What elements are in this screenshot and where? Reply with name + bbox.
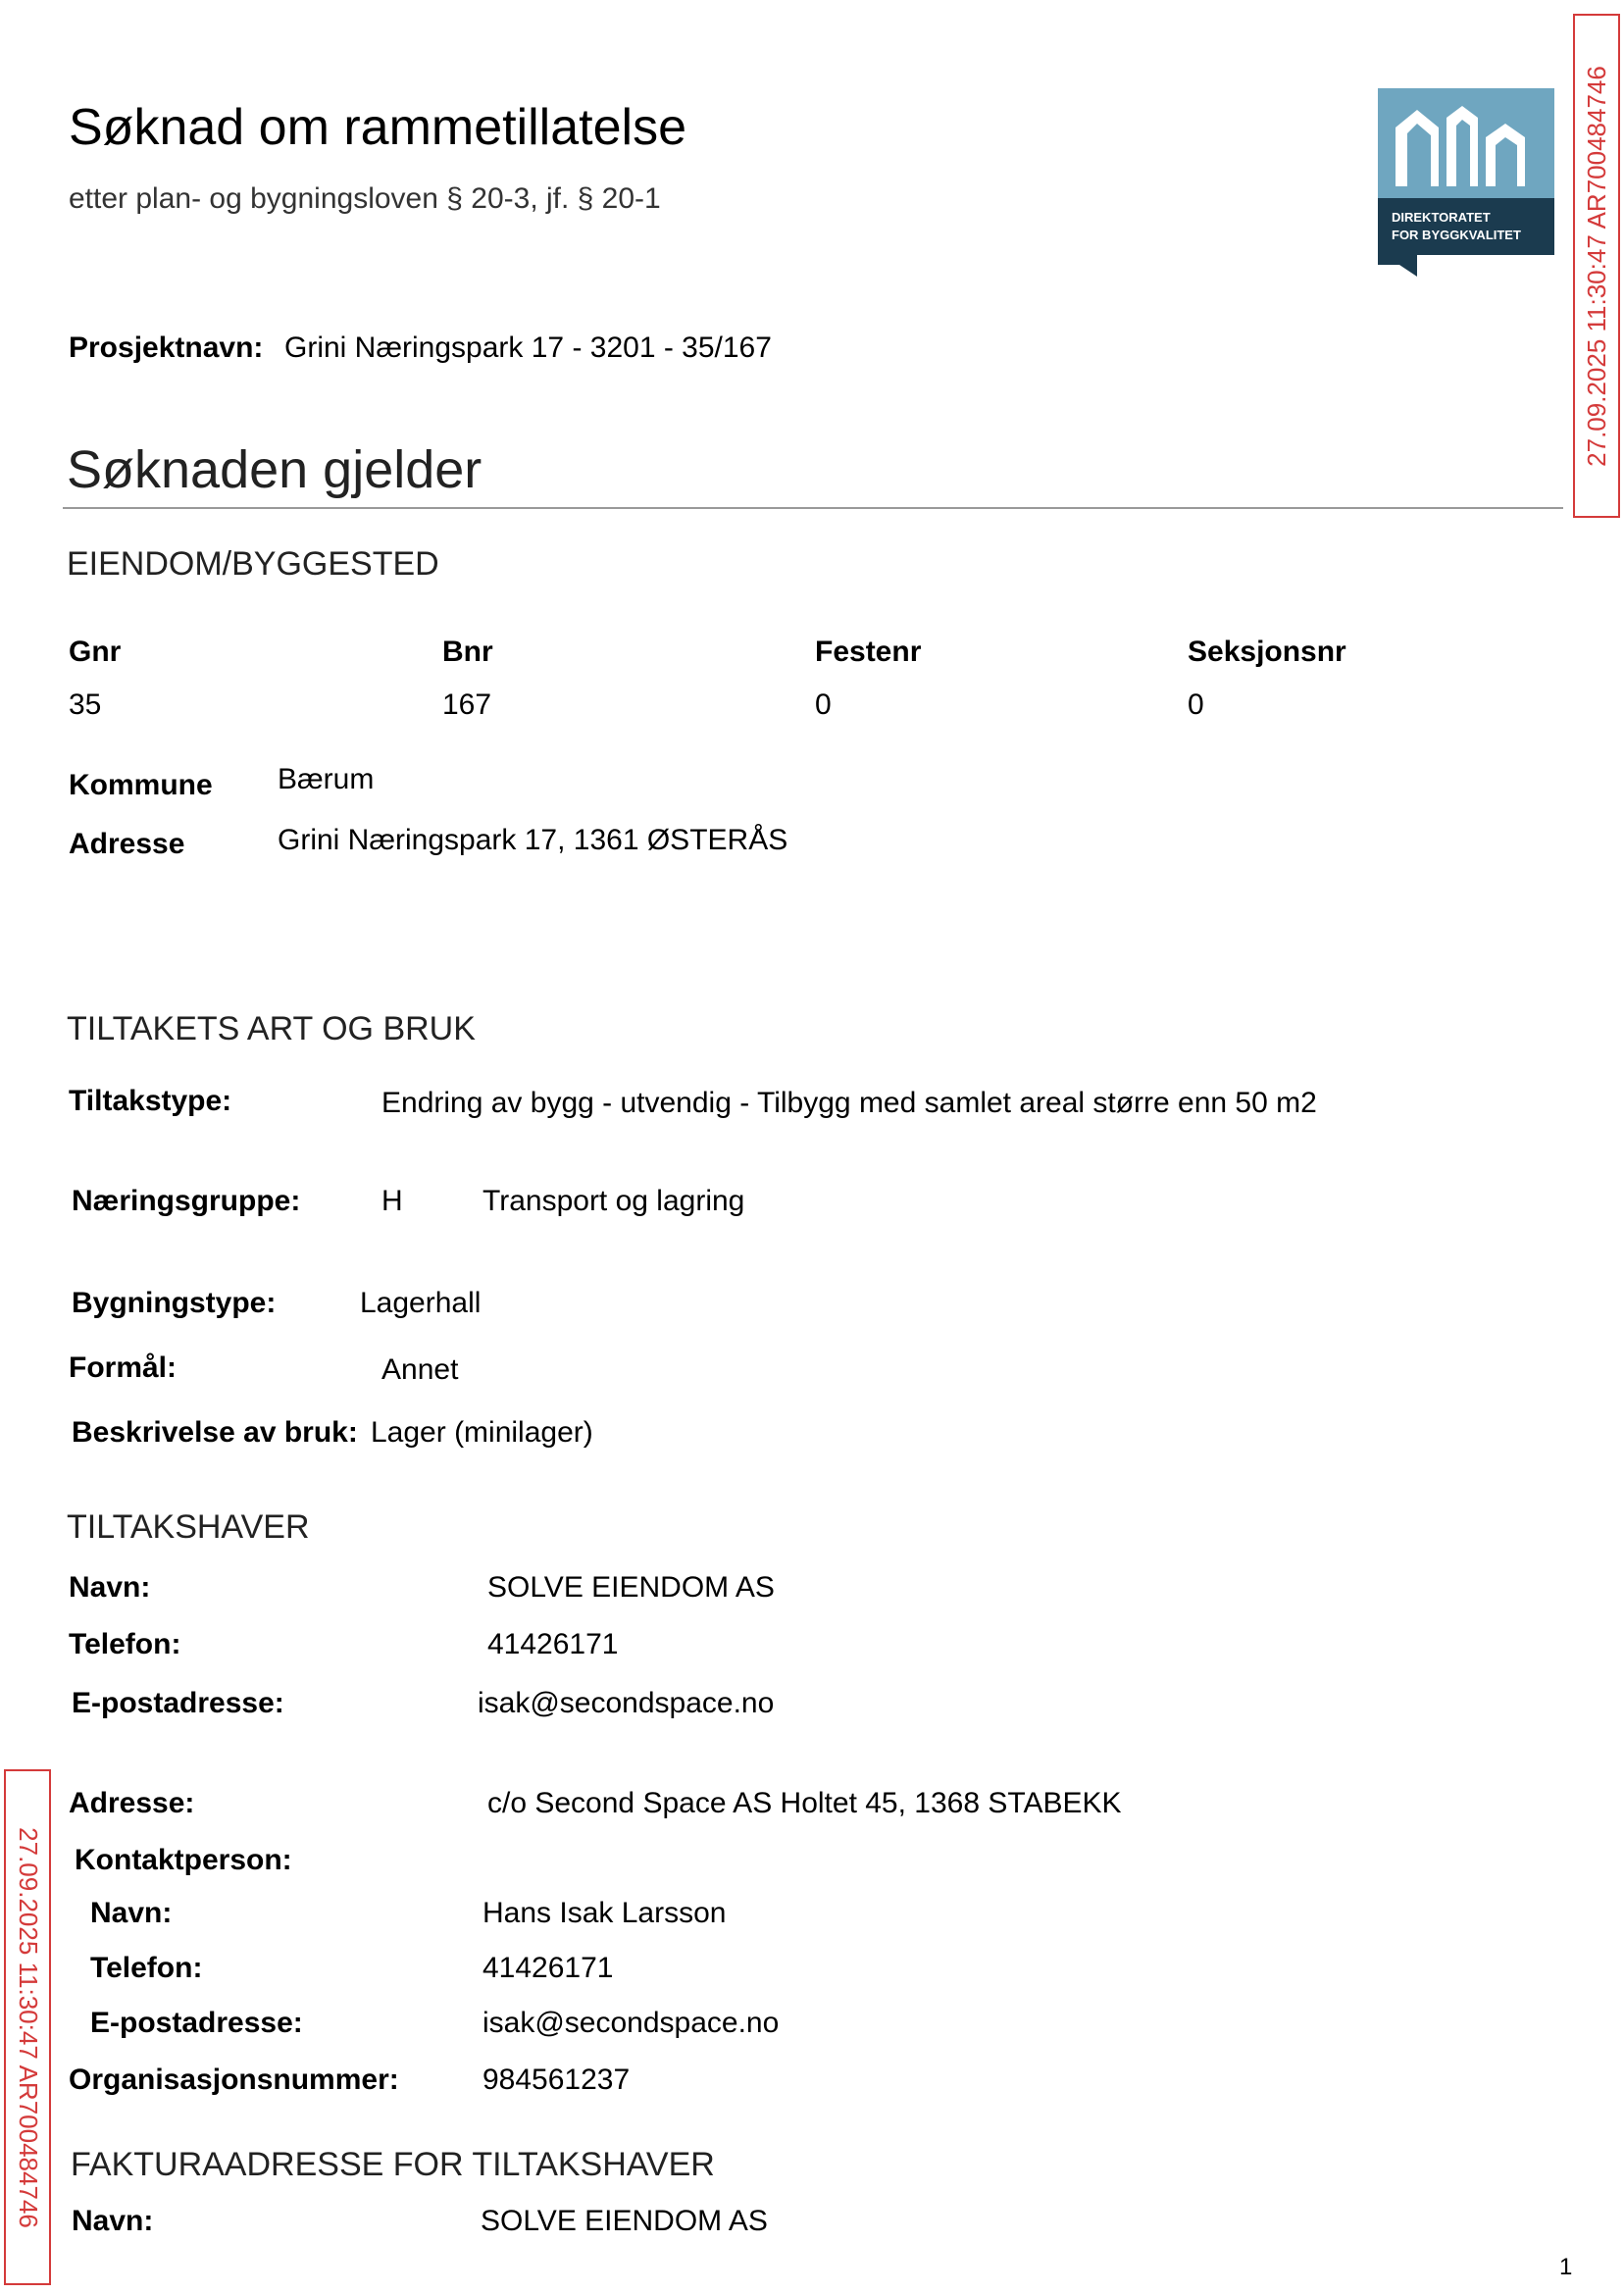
contact-telefon-value: 41426171 — [482, 1952, 614, 1984]
adresse-label: Adresse — [69, 828, 185, 860]
orgnr-label: Organisasjonsnummer: — [69, 2064, 399, 2096]
festenr-value: 0 — [815, 688, 832, 721]
archive-stamp-top — [1573, 14, 1620, 518]
stamp-text: 27.09.2025 11:30:47 AR700484746 — [1581, 65, 1611, 467]
owner-telefon-value: 41426171 — [487, 1628, 619, 1660]
dibk-logo — [1378, 88, 1554, 277]
page-number: 1 — [1559, 2254, 1573, 2280]
contact-person-label: Kontaktperson: — [75, 1844, 292, 1876]
contact-epost-label: E-postadresse: — [90, 2007, 303, 2039]
festenr-label: Festenr — [815, 636, 922, 668]
bnr-label: Bnr — [442, 636, 493, 668]
owner-navn-label: Navn: — [69, 1571, 151, 1604]
document-title: Søknad om rammetillatelse — [69, 99, 686, 156]
document-subtitle: etter plan- og bygningsloven § 20-3, jf. § 20-1 — [69, 182, 661, 215]
bygningstype-label: Bygningstype: — [72, 1287, 277, 1319]
formaal-value: Annet — [381, 1353, 459, 1386]
section-heading: Søknaden gjelder — [67, 440, 482, 499]
logo-text-line-2: FOR BYGGKVALITET — [1392, 228, 1521, 242]
owner-telefon-label: Telefon: — [69, 1628, 181, 1660]
tiltakstype-value: Endring av bygg - utvendig - Tilbygg med samlet areal større enn 50 m2 — [381, 1087, 1317, 1119]
stamp-text: 27.09.2025 11:30:47 AR700484746 — [13, 1826, 43, 2228]
naeringsgruppe-value: Transport og lagring — [482, 1185, 745, 1217]
owner-heading: TILTAKSHAVER — [67, 1508, 310, 1546]
formaal-label: Formål: — [69, 1351, 178, 1384]
contact-epost-value: isak@secondspace.no — [482, 2007, 780, 2039]
contact-navn-label: Navn: — [90, 1897, 173, 1929]
project-name-label: Prosjektnavn: — [69, 331, 264, 364]
tiltakstype-label: Tiltakstype: — [69, 1085, 232, 1117]
owner-epost-value: isak@secondspace.no — [478, 1687, 775, 1719]
contact-telefon-label: Telefon: — [90, 1952, 203, 1984]
invoice-heading: FAKTURAADRESSE FOR TILTAKSHAVER — [71, 2146, 715, 2183]
project-name-value: Grini Næringspark 17 - 3201 - 35/167 — [284, 331, 772, 364]
naeringsgruppe-code: H — [381, 1185, 403, 1217]
invoice-navn-value: SOLVE EIENDOM AS — [481, 2205, 768, 2237]
seksjonsnr-value: 0 — [1188, 688, 1204, 721]
property-heading: EIENDOM/BYGGESTED — [67, 545, 439, 583]
logo-text-line-1: DIREKTORATET — [1392, 210, 1491, 225]
kommune-label: Kommune — [69, 769, 213, 801]
gnr-value: 35 — [69, 688, 102, 721]
adresse-value: Grini Næringspark 17, 1361 ØSTERÅS — [278, 824, 788, 856]
orgnr-value: 984561237 — [482, 2064, 631, 2096]
measure-heading: TILTAKETS ART OG BRUK — [67, 1010, 476, 1047]
beskrivelse-value: Lager (minilager) — [371, 1416, 593, 1449]
owner-adresse-label: Adresse: — [69, 1787, 195, 1819]
owner-epost-label: E-postadresse: — [72, 1687, 284, 1719]
beskrivelse-label: Beskrivelse av bruk: — [72, 1416, 358, 1449]
bnr-value: 167 — [442, 688, 492, 721]
seksjonsnr-label: Seksjonsnr — [1188, 636, 1346, 668]
owner-adresse-value: c/o Second Space AS Holtet 45, 1368 STABEKK — [487, 1787, 1122, 1819]
bygningstype-value: Lagerhall — [360, 1287, 482, 1319]
owner-navn-value: SOLVE EIENDOM AS — [487, 1571, 775, 1604]
kommune-value: Bærum — [278, 763, 375, 795]
invoice-navn-label: Navn: — [72, 2205, 154, 2237]
archive-stamp-bottom — [4, 1769, 51, 2285]
naeringsgruppe-label: Næringsgruppe: — [72, 1185, 301, 1217]
contact-navn-value: Hans Isak Larsson — [482, 1897, 727, 1929]
section-divider — [63, 507, 1563, 509]
gnr-label: Gnr — [69, 636, 122, 668]
